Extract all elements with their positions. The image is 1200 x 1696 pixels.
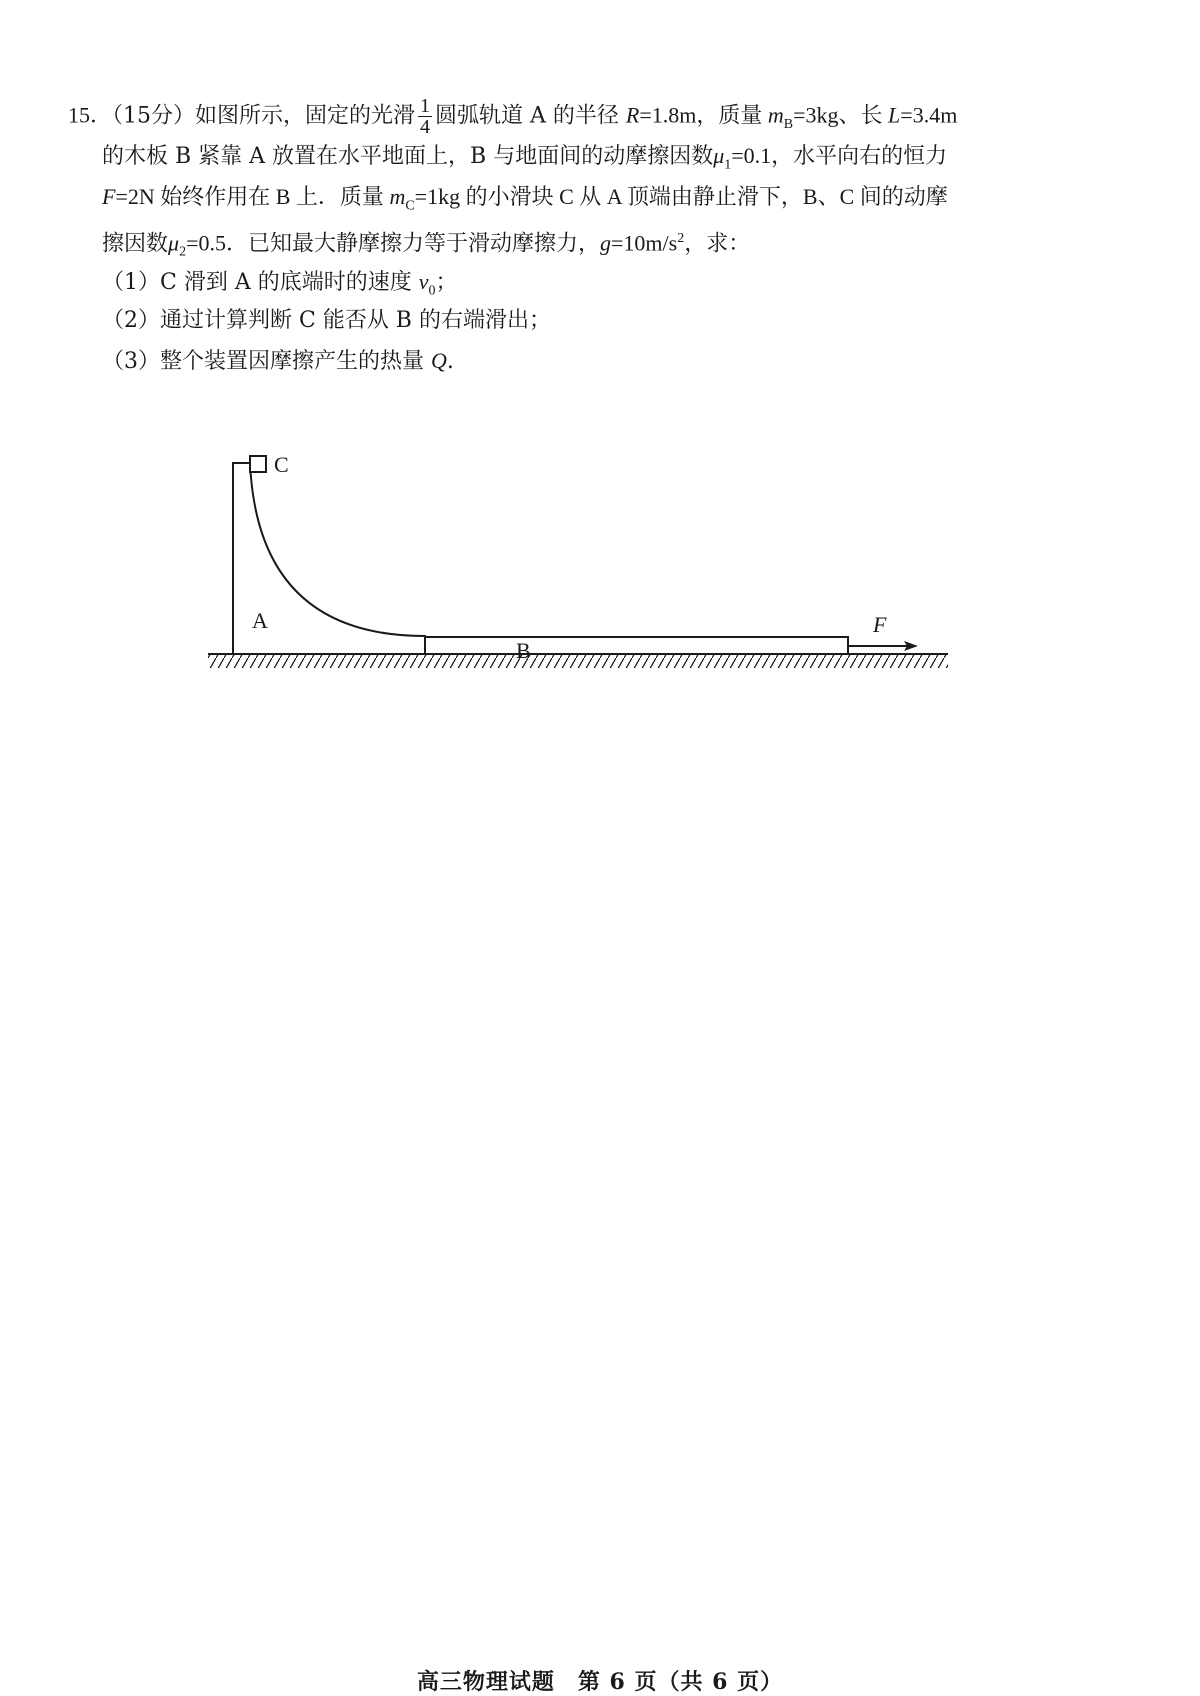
sub-question-text: ； — [435, 270, 458, 295]
subscript-b: B — [783, 116, 794, 132]
value-g: =10m/s — [610, 230, 678, 256]
subscript-1: 1 — [724, 157, 732, 173]
question-points: （15分） — [112, 103, 196, 129]
fraction-numerator: 1 — [420, 95, 431, 117]
question-text: 的木板 B 紧靠 A 放置在水平地面上，B 与地面间的动摩擦因数 — [102, 144, 714, 169]
symbol-mu2: μ — [168, 230, 180, 256]
value-r: =1.8m，质量 — [639, 102, 768, 128]
sub-question-text: （2）通过计算判断 C 能否从 B 的右端滑出； — [102, 308, 551, 333]
symbol-f: F — [102, 184, 116, 209]
subscript-0: 0 — [428, 283, 436, 299]
page-footer: 高三物理试题 第 6 页（共 6 页） — [416, 1669, 784, 1695]
question-text: 如图所示，固定的光滑 — [195, 103, 416, 129]
symbol-g: g — [599, 230, 611, 256]
symbol-mu1: μ — [713, 143, 725, 168]
question-text: 擦因数 — [102, 231, 169, 257]
slider-block-c — [250, 456, 266, 472]
subscript-c: C — [405, 198, 415, 214]
ground-hatching — [208, 654, 948, 668]
superscript-2: 2 — [677, 231, 685, 246]
label-b: B — [516, 638, 531, 663]
symbol-mc: m — [389, 184, 406, 209]
sub-question-text: . — [446, 349, 454, 374]
fraction-denominator: 4 — [420, 116, 431, 138]
symbol-r: R — [625, 102, 640, 128]
label-f: F — [873, 612, 887, 637]
question-number: 15． — [68, 102, 113, 128]
value-l: =3.4m — [900, 102, 958, 128]
value-f: =2N 始终作用在 B 上．质量 — [115, 184, 390, 209]
sub-question-text: （1）C 滑到 A 的底端时的速度 — [102, 270, 419, 295]
plank-b — [425, 637, 848, 654]
value-mc: =1kg 的小滑块 C 从 A 顶端由静止滑下，B、C 间的动摩 — [414, 184, 948, 209]
label-c: C — [274, 452, 289, 477]
value-mu2: =0.5．已知最大静摩擦力等于滑动摩擦力， — [186, 230, 600, 256]
sub-question-text: （3）整个装置因摩擦产生的热量 — [102, 349, 431, 374]
label-a: A — [252, 608, 268, 633]
symbol-q: Q — [431, 348, 447, 373]
subscript-2: 2 — [179, 244, 187, 260]
symbol-l: L — [888, 102, 901, 128]
question-text: 圆弧轨道 A 的半径 — [435, 103, 626, 129]
physics-diagram — [0, 0, 1200, 700]
value-mb: =3kg、长 — [793, 102, 889, 128]
symbol-v: v — [418, 269, 429, 294]
symbol-mb: m — [767, 102, 784, 128]
value-mu1: =0.1，水平向右的恒力 — [731, 143, 948, 168]
question-text: ，求： — [684, 231, 751, 257]
